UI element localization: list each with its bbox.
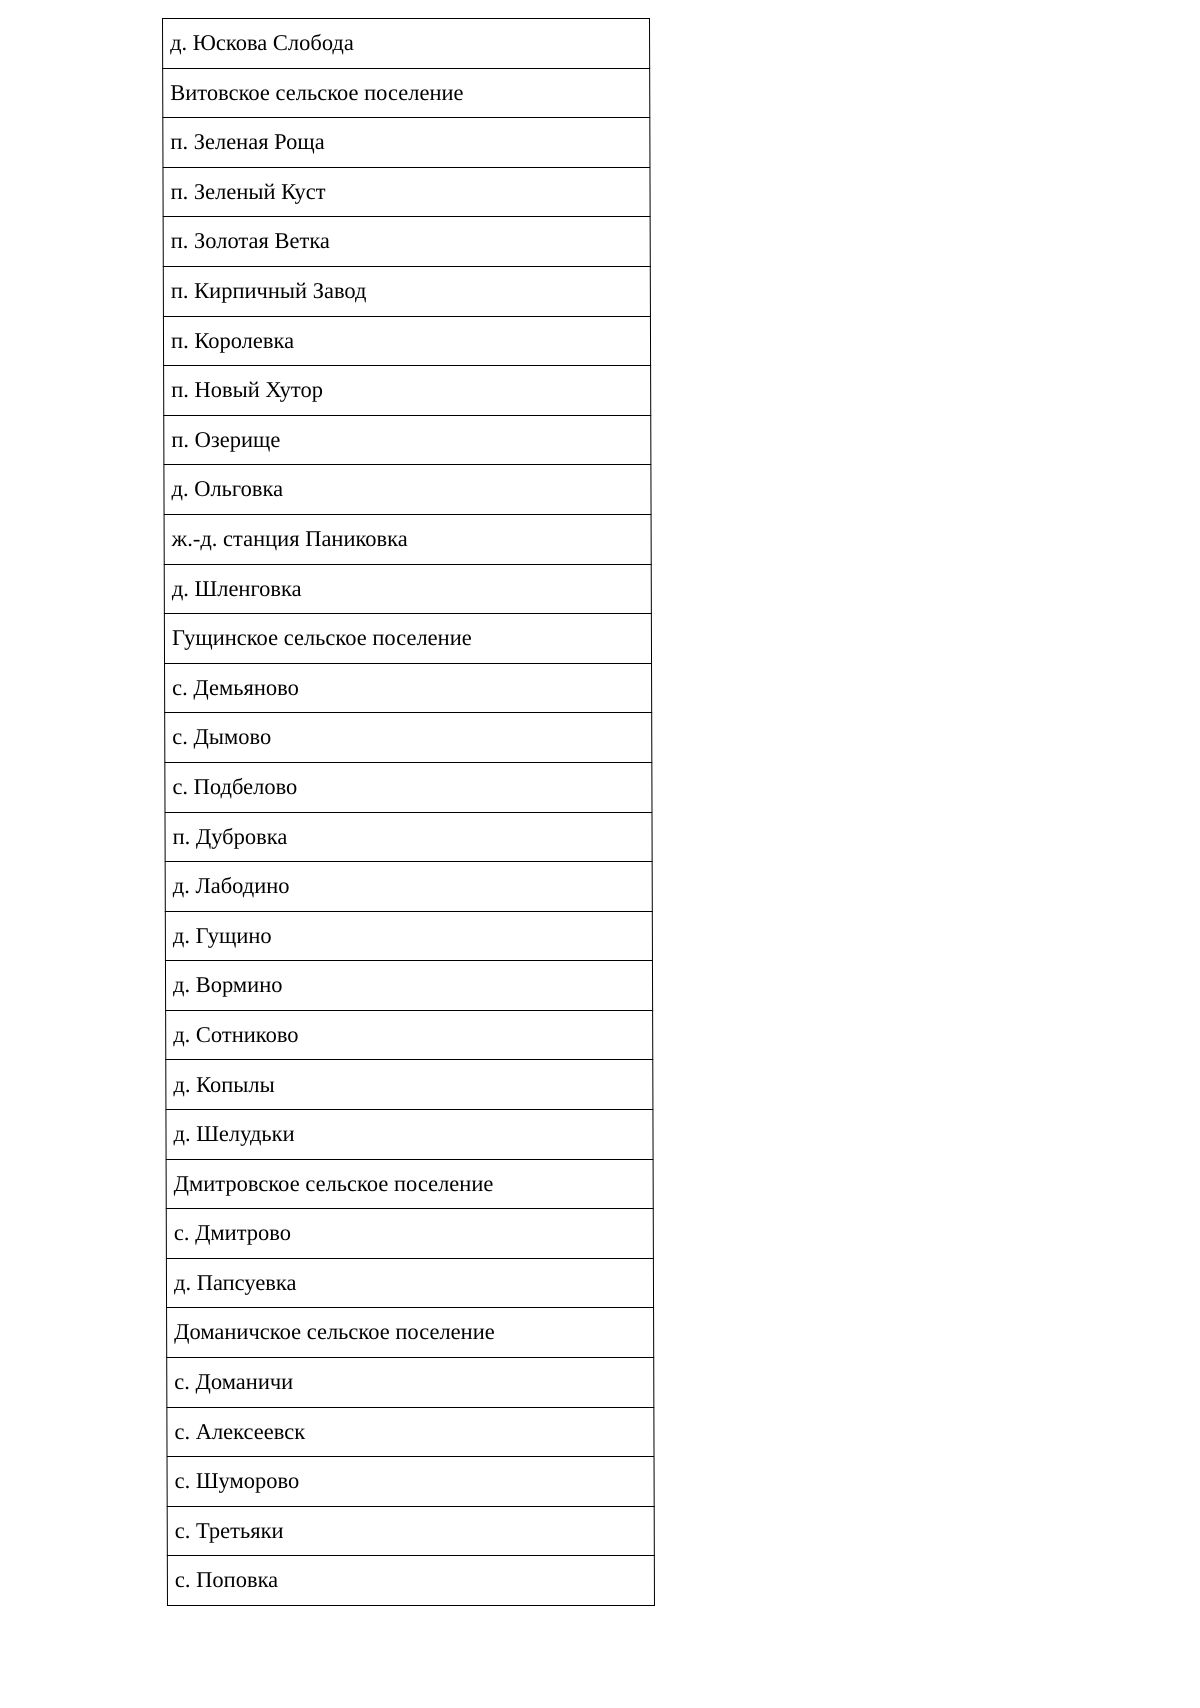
- settlement-cell: с. Дмитрово: [166, 1209, 653, 1259]
- table-row: [167, 1358, 654, 1408]
- table-row: [164, 564, 651, 614]
- settlement-cell: с. Шуморово: [167, 1457, 654, 1507]
- settlement-cell: д. Лабодино: [165, 862, 652, 912]
- settlements-table-body: [163, 19, 655, 1606]
- table-row: [165, 812, 652, 862]
- table-row: [167, 1308, 654, 1358]
- table-row: [164, 366, 651, 416]
- settlement-cell: с. Подбелово: [165, 762, 652, 812]
- table-row: [167, 1506, 654, 1556]
- settlement-cell: д. Папсуевка: [166, 1258, 653, 1308]
- settlement-cell: Доманичское сельское поселение: [167, 1308, 654, 1358]
- settlements-table: [162, 18, 655, 1606]
- settlement-cell: с. Третьяки: [167, 1506, 654, 1556]
- table-row: [165, 911, 652, 961]
- table-row: [167, 1457, 654, 1507]
- table-row: [164, 514, 651, 564]
- settlement-cell: с. Демьяново: [165, 663, 652, 713]
- table-row: [166, 1060, 653, 1110]
- table-row: [165, 862, 652, 912]
- table-row: [164, 465, 651, 515]
- table-row: [163, 19, 650, 69]
- settlement-cell: п. Золотая Ветка: [163, 217, 650, 267]
- table-row: [163, 316, 650, 366]
- settlement-cell: с. Доманичи: [167, 1358, 654, 1408]
- settlement-cell: Гущинское сельское поселение: [164, 614, 651, 664]
- table-row: [163, 167, 650, 217]
- settlement-cell: ж.-д. станция Паниковка: [164, 514, 651, 564]
- table-row: [163, 68, 650, 118]
- settlement-cell: д. Шелудьки: [166, 1110, 653, 1160]
- settlement-cell: п. Озерище: [164, 415, 651, 465]
- table-row: [167, 1407, 654, 1457]
- table-row: [165, 713, 652, 763]
- settlement-cell: д. Ольговка: [164, 465, 651, 515]
- settlement-cell: п. Новый Хутор: [164, 366, 651, 416]
- settlement-cell: с. Дымово: [165, 713, 652, 763]
- settlement-cell: п. Дубровка: [165, 812, 652, 862]
- settlement-cell: Дмитровское сельское поселение: [166, 1159, 653, 1209]
- settlement-cell: Витовское сельское поселение: [163, 68, 650, 118]
- table-row: [165, 961, 652, 1011]
- table-row: [163, 217, 650, 267]
- table-row: [165, 663, 652, 713]
- settlement-cell: д. Юскова Слобода: [163, 19, 650, 69]
- settlement-cell: д. Сотниково: [166, 1010, 653, 1060]
- settlement-cell: д. Шленговка: [164, 564, 651, 614]
- settlement-cell: п. Кирпичный Завод: [163, 266, 650, 316]
- settlement-cell: п. Зеленый Куст: [163, 167, 650, 217]
- table-row: [167, 1556, 654, 1606]
- settlement-cell: п. Зеленая Роща: [163, 118, 650, 168]
- settlement-cell: с. Поповка: [167, 1556, 654, 1606]
- table-row: [164, 614, 651, 664]
- table-row: [166, 1258, 653, 1308]
- table-row: [163, 118, 650, 168]
- settlement-cell: д. Гущино: [165, 911, 652, 961]
- table-row: [164, 415, 651, 465]
- table-row: [166, 1010, 653, 1060]
- settlement-cell: п. Королевка: [163, 316, 650, 366]
- table-row: [166, 1110, 653, 1160]
- table-row: [165, 762, 652, 812]
- settlement-cell: д. Вормино: [165, 961, 652, 1011]
- table-row: [163, 266, 650, 316]
- settlement-cell: д. Копылы: [166, 1060, 653, 1110]
- settlement-cell: с. Алексеевск: [167, 1407, 654, 1457]
- table-row: [166, 1159, 653, 1209]
- table-row: [166, 1209, 653, 1259]
